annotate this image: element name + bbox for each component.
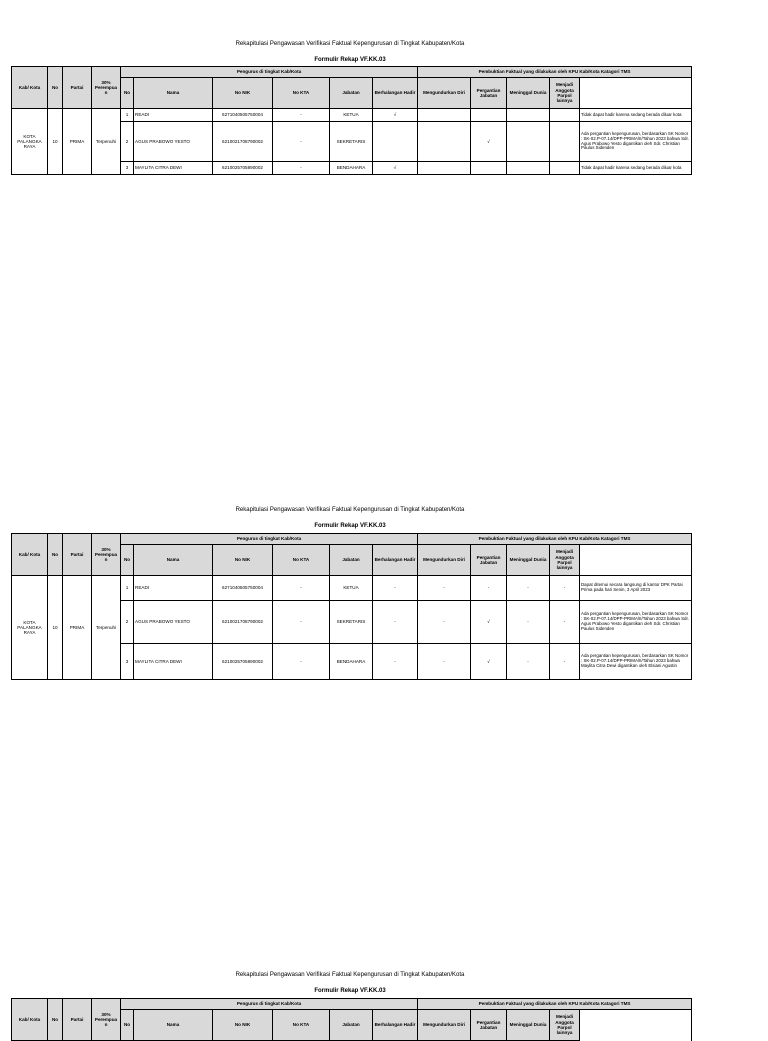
row-jabatan: BENDAHARA bbox=[330, 644, 373, 680]
header-nama: Nama bbox=[134, 545, 213, 576]
row-meninggal: - bbox=[507, 576, 550, 601]
header-pergantian: Pergantian Jabatan bbox=[471, 78, 507, 109]
row-jabatan: KETUA bbox=[330, 109, 373, 122]
row-nama: AGUS PRABOWO YESTO bbox=[134, 122, 213, 162]
row-pergantian: √ bbox=[471, 644, 507, 680]
row-mengundurkan bbox=[418, 162, 471, 175]
row-meninggal bbox=[507, 122, 550, 162]
header-nama: Nama bbox=[134, 1010, 213, 1041]
group-partai: PRIMA bbox=[63, 109, 92, 175]
row-no: 1 bbox=[121, 576, 134, 601]
document-subtitle: Formulir Rekap VF.KK.03 bbox=[314, 988, 386, 994]
row-nik: 6271040505750004 bbox=[213, 109, 273, 122]
row-berhalangan: - bbox=[373, 576, 418, 601]
group-perempuan: Terpenuhi bbox=[92, 576, 121, 680]
row-jabatan: KETUA bbox=[330, 576, 373, 601]
row-berhalangan: - bbox=[373, 644, 418, 680]
header-partai: Partai bbox=[63, 67, 92, 109]
group-no: 10 bbox=[48, 109, 63, 175]
row-meninggal bbox=[507, 162, 550, 175]
row-no: 3 bbox=[121, 644, 134, 680]
header-pergantian: Pergantian Jabatan bbox=[471, 1010, 507, 1041]
header-sub-no: No bbox=[121, 78, 134, 109]
row-no: 3 bbox=[121, 162, 134, 175]
row-pergantian bbox=[471, 162, 507, 175]
header-no: No bbox=[48, 534, 63, 576]
header-nik: No NIK bbox=[213, 1010, 273, 1041]
row-nama: AGUS PRABOWO YESTO bbox=[134, 601, 213, 644]
row-kta: - bbox=[273, 109, 330, 122]
row-nik: 6271040505750004 bbox=[213, 576, 273, 601]
row-jabatan: SEKRETARIS bbox=[330, 122, 373, 162]
row-berhalangan: - bbox=[373, 601, 418, 644]
row-meninggal: - bbox=[507, 644, 550, 680]
header-partai: Partai bbox=[63, 999, 92, 1041]
table-row bbox=[12, 109, 692, 122]
row-nama: READI bbox=[134, 109, 213, 122]
header-kab-kota: Kab/ Kota bbox=[12, 534, 48, 576]
rekap-table bbox=[11, 533, 692, 680]
header-nik: No NIK bbox=[213, 78, 273, 109]
row-menjadi bbox=[550, 122, 580, 162]
header-kta: No KTA bbox=[273, 78, 330, 109]
row-mengundurkan: - bbox=[418, 644, 471, 680]
header-no: No bbox=[48, 999, 63, 1041]
header-pengurus-group: Pengurus di tingkat Kab/Kota bbox=[121, 67, 418, 78]
row-nik: 6210025705890002 bbox=[213, 162, 273, 175]
row-jabatan: BENDAHARA bbox=[330, 162, 373, 175]
row-hasil: Ada pergantian kepengurusan, berdasarkan SK Nomor : SK-02.P-07.14/DPP-PRIMA/II/Tahun 2023 bahwa Maylita Citra Dewi digantikan oleh Elsiani Agustin bbox=[580, 644, 692, 680]
header-kab-kota: Kab/ Kota bbox=[12, 999, 48, 1041]
header-jabatan: Jabatan bbox=[330, 1010, 373, 1041]
row-menjadi: - bbox=[550, 644, 580, 680]
row-hasil: Tidak dapat hadir karena sedang berada diluar kota bbox=[580, 109, 692, 122]
header-mengundurkan: Mengundurkan Diri bbox=[418, 78, 471, 109]
table-row bbox=[12, 576, 692, 601]
header-menjadi: Menjadi Anggota Parpol lainnya bbox=[550, 545, 580, 576]
row-kta: - bbox=[273, 122, 330, 162]
row-menjadi bbox=[550, 162, 580, 175]
row-mengundurkan: - bbox=[418, 576, 471, 601]
rekap-table bbox=[11, 998, 692, 1041]
row-nama: READI bbox=[134, 576, 213, 601]
row-pergantian: - bbox=[471, 576, 507, 601]
row-pergantian: √ bbox=[471, 601, 507, 644]
header-nik: No NIK bbox=[213, 545, 273, 576]
document-title: Rekapitulasi Pengawasan Verifikasi Faktual Kepengurusan di Tingkat Kabupaten/Kota bbox=[235, 507, 465, 513]
row-hasil: Dapat ditemui secara langsung di kantor DPK Partai Prima pada hari Senin, 3 April 2023 bbox=[580, 576, 692, 601]
row-menjadi bbox=[550, 109, 580, 122]
header-nama: Nama bbox=[134, 78, 213, 109]
row-no: 2 bbox=[121, 601, 134, 644]
row-kta: - bbox=[273, 601, 330, 644]
row-hasil: Ada pergantian kepengurusan, berdasarkan SK Nomor : SK-02.P-07.14/DPP-PRIMA/II/Tahun 2023 bahwa Sdr. Agus Prabowo Yesto digantikan oleh Sdr. Christian Paulus Sidenden bbox=[580, 601, 692, 644]
row-menjadi: - bbox=[550, 601, 580, 644]
header-menjadi: Menjadi Anggota Parpol lainnya bbox=[550, 1010, 580, 1041]
row-hasil: Ada pergantian kepengurusan, berdasarkan SK Nomor : SK-02.P-07.14/DPP-PRIMA/II/Tahun 2023 bahwa Sdr. Agus Prabowo Yesto digantikan oleh Sdr. Christian Paulus Sidenden bbox=[580, 122, 692, 162]
row-meninggal bbox=[507, 109, 550, 122]
row-kta: - bbox=[273, 576, 330, 601]
group-perempuan: Terpenuhi bbox=[92, 109, 121, 175]
header-berhalangan: Berhalangan Hadir bbox=[373, 78, 418, 109]
row-mengundurkan bbox=[418, 122, 471, 162]
row-menjadi: - bbox=[550, 576, 580, 601]
header-pengurus-group: Pengurus di tingkat Kab/Kota bbox=[121, 999, 418, 1010]
header-menjadi: Menjadi Anggota Parpol lainnya bbox=[550, 78, 580, 109]
header-pembuktian-group: Pembuktian Faktual yang dilakukan oleh KPU Kab/Kota Katagori TMS bbox=[418, 999, 692, 1010]
header-kab-kota: Kab/ Kota bbox=[12, 67, 48, 109]
header-berhalangan: Berhalangan Hadir bbox=[373, 1010, 418, 1041]
row-kta: - bbox=[273, 644, 330, 680]
header-mengundurkan: Mengundurkan Diri bbox=[418, 545, 471, 576]
row-nama: MAYLITA CITRA DEWI bbox=[134, 162, 213, 175]
header-meninggal: Meninggal Dunia bbox=[507, 1010, 550, 1041]
group-no: 10 bbox=[48, 576, 63, 680]
header-berhalangan: Berhalangan Hadir bbox=[373, 545, 418, 576]
header-kta: No KTA bbox=[273, 545, 330, 576]
header-perempuan: 30% Perempua n bbox=[92, 67, 121, 109]
group-kab-kota: KOTA PALANGKA RAYA bbox=[12, 109, 48, 175]
header-jabatan: Jabatan bbox=[330, 78, 373, 109]
header-pembuktian-group: Pembuktian Faktual yang dilakukan oleh KPU Kab/Kota Katagori TMS bbox=[418, 67, 692, 78]
header-jabatan: Jabatan bbox=[330, 545, 373, 576]
row-nama: MAYLITA CITRA DEWI bbox=[134, 644, 213, 680]
header-mengundurkan: Mengundurkan Diri bbox=[418, 1010, 471, 1041]
row-pergantian bbox=[471, 109, 507, 122]
row-nik: 6210021708790002 bbox=[213, 122, 273, 162]
row-hasil: Tidak dapat hadir karena sedang berada diluar kota bbox=[580, 162, 692, 175]
row-berhalangan: √ bbox=[373, 162, 418, 175]
header-sub-no: No bbox=[121, 1010, 134, 1041]
group-kab-kota: KOTA PALANGKA RAYA bbox=[12, 576, 48, 680]
row-no: 2 bbox=[121, 122, 134, 162]
header-no: No bbox=[48, 67, 63, 109]
row-kta: - bbox=[273, 162, 330, 175]
header-partai: Partai bbox=[63, 534, 92, 576]
row-jabatan: SEKRETARIS bbox=[330, 601, 373, 644]
row-pergantian: √ bbox=[471, 122, 507, 162]
header-perempuan: 30% Perempua n bbox=[92, 999, 121, 1041]
row-nik: 6210021708790002 bbox=[213, 601, 273, 644]
document-subtitle: Formulir Rekap VF.KK.03 bbox=[314, 523, 386, 529]
row-berhalangan: √ bbox=[373, 109, 418, 122]
document-title: Rekapitulasi Pengawasan Verifikasi Faktual Kepengurusan di Tingkat Kabupaten/Kota bbox=[235, 972, 465, 978]
row-meninggal: - bbox=[507, 601, 550, 644]
row-no: 1 bbox=[121, 109, 134, 122]
row-mengundurkan: - bbox=[418, 601, 471, 644]
header-pembuktian-group: Pembuktian Faktual yang dilakukan oleh KPU Kab/Kota Katagori TMS bbox=[418, 534, 692, 545]
header-meninggal: Meninggal Dunia bbox=[507, 78, 550, 109]
header-sub-no: No bbox=[121, 545, 134, 576]
header-meninggal: Meninggal Dunia bbox=[507, 545, 550, 576]
header-pergantian: Pergantian Jabatan bbox=[471, 545, 507, 576]
document-subtitle: Formulir Rekap VF.KK.03 bbox=[314, 57, 386, 63]
row-berhalangan bbox=[373, 122, 418, 162]
header-kta: No KTA bbox=[273, 1010, 330, 1041]
group-partai: PRIMA bbox=[63, 576, 92, 680]
document-title: Rekapitulasi Pengawasan Verifikasi Faktual Kepengurusan di Tingkat Kabupaten/Kota bbox=[235, 41, 465, 47]
row-mengundurkan bbox=[418, 109, 471, 122]
row-nik: 6210025705890002 bbox=[213, 644, 273, 680]
rekap-table bbox=[11, 66, 692, 175]
header-pengurus-group: Pengurus di tingkat Kab/Kota bbox=[121, 534, 418, 545]
header-perempuan: 30% Perempua n bbox=[92, 534, 121, 576]
